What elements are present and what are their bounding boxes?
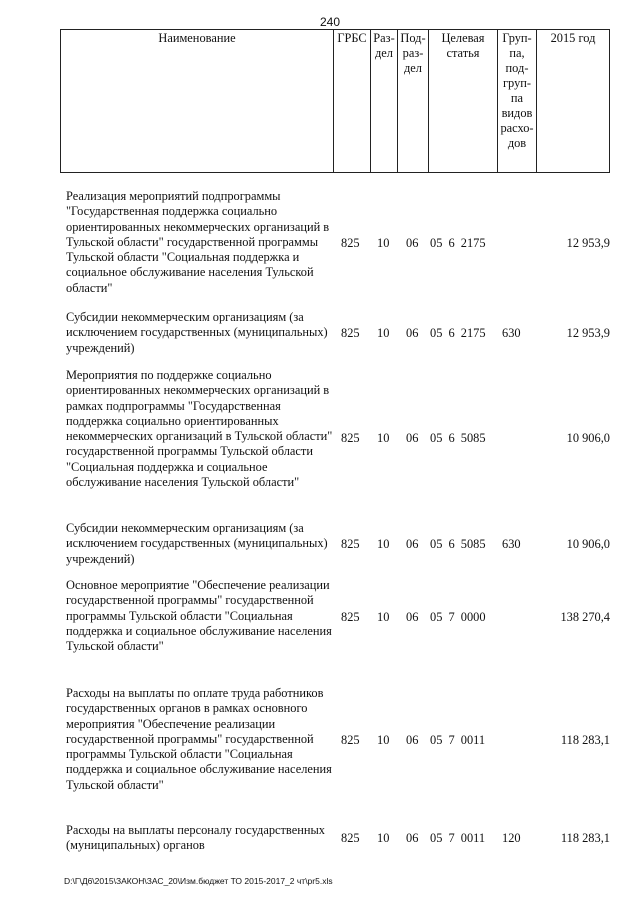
row-name: Основное мероприятие "Обеспечение реализации государственной программы" государственной программы Тульской области "Социальная поддержка и социальное обслуживание населения Тульской области": [66, 578, 332, 654]
row-sum: 10 906,0: [566, 537, 610, 551]
row-podrazdel: 06: [406, 733, 419, 747]
row-grbs: 825: [341, 537, 360, 551]
row-name: Расходы на выплаты персоналу государственных (муниципальных) органов: [66, 823, 325, 853]
row-podrazdel: 06: [406, 431, 419, 445]
row-razdel: 10: [377, 831, 390, 845]
row-sum: 118 283,1: [560, 733, 610, 747]
header-year: 2015 год: [537, 30, 610, 173]
header-podrazdel: Под- раз- дел: [398, 30, 429, 173]
row-target: 05 7 0011: [430, 733, 486, 747]
file-path-footer: D:\Г\Д6\2015\ЗАКОН\ЗАС_20\Изм.бюджет ТО 2015-2017_2 чт\pr5.xls: [64, 876, 333, 886]
row-sum: 12 953,9: [566, 236, 610, 250]
row-target: 05 6 2175: [430, 326, 486, 340]
row-podrazdel: 06: [406, 236, 419, 250]
header-target: Целевая статья: [429, 30, 498, 173]
row-sum: 12 953,9: [566, 326, 610, 340]
row-podrazdel: 06: [406, 831, 419, 845]
row-name: Субсидии некоммерческим организациям (за исключением государственных (муниципальных) учреждений): [66, 310, 328, 355]
row-sum: 10 906,0: [566, 431, 610, 445]
row-razdel: 10: [377, 733, 390, 747]
row-name: Субсидии некоммерческим организациям (за исключением государственных (муниципальных) учреждений): [66, 521, 328, 566]
row-name: Мероприятия по поддержке социально ориентированных некоммерческих организаций в рамках подпрограммы "Государственная поддержка социально ориентированных некоммерческих организаций в Тульской области" государственной программы Тульской области "Социальная поддержка и социальное обслуживание населения Тульской области": [66, 368, 333, 490]
header-group: Груп- па, под- груп- па видов расхо- дов: [498, 30, 537, 173]
row-grbs: 825: [341, 431, 360, 445]
row-podrazdel: 06: [406, 326, 419, 340]
header-grbs: ГРБС: [334, 30, 371, 173]
row-grbs: 825: [341, 733, 360, 747]
row-grbs: 825: [341, 610, 360, 624]
row-sum: 118 283,1: [560, 831, 610, 845]
row-sum: 138 270,4: [560, 610, 610, 624]
row-razdel: 10: [377, 431, 390, 445]
row-target: 05 6 5085: [430, 431, 486, 445]
row-target: 05 7 0000: [430, 610, 486, 624]
header-razdel: Раз- дел: [371, 30, 398, 173]
row-target: 05 6 2175: [430, 236, 486, 250]
header-name: Наименование: [61, 30, 334, 173]
row-grbs: 825: [341, 326, 360, 340]
row-podrazdel: 06: [406, 610, 419, 624]
row-razdel: 10: [377, 236, 390, 250]
table-header: [60, 29, 610, 173]
row-group: 630: [502, 537, 521, 551]
row-group: 630: [502, 326, 521, 340]
row-razdel: 10: [377, 537, 390, 551]
page-number: 240: [320, 15, 341, 29]
row-razdel: 10: [377, 610, 390, 624]
row-group: 120: [502, 831, 521, 845]
row-grbs: 825: [341, 236, 360, 250]
row-podrazdel: 06: [406, 537, 419, 551]
row-name: Реализация мероприятий подпрограммы "Государственная поддержка социально ориентированных некоммерческих организаций в Тульской области" государственной программы Тульской области "Социальная поддержка и социальное обслуживание населения Тульской области": [66, 189, 330, 295]
row-target: 05 6 5085: [430, 537, 486, 551]
row-target: 05 7 0011: [430, 831, 486, 845]
row-name: Расходы на выплаты по оплате труда работников государственных органов в рамках основного мероприятия "Обеспечение реализации государственной программы" государственной программы Тульской области "Социальная поддержка и социальное обслуживание населения Тульской области": [66, 686, 332, 792]
row-razdel: 10: [377, 326, 390, 340]
row-grbs: 825: [341, 831, 360, 845]
